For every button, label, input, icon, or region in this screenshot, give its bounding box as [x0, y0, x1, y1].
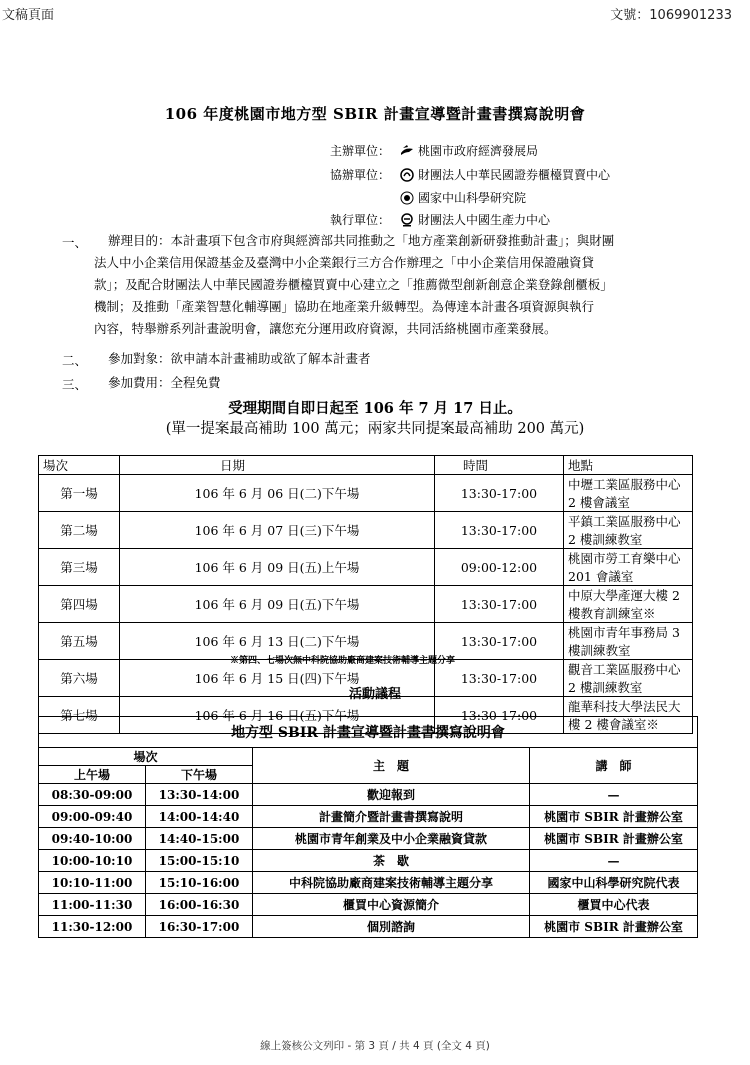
am-time-cell: 08:30-09:00: [39, 784, 146, 806]
pm-time-cell: 15:00-15:10: [146, 850, 253, 872]
venue-cell: 觀音工業區服務中心 2 樓訓練教室: [564, 660, 693, 697]
section-number: 一、: [62, 235, 88, 250]
speaker-cell: 國家中山科學研究院代表: [530, 872, 698, 894]
agenda-col-session: 場次: [39, 748, 253, 766]
date-cell: 106 年 6 月 16 日(五)下午場: [120, 697, 435, 734]
table-row: [39, 894, 698, 916]
speaker-cell: 桃園市 SBIR 計畫辦公室: [530, 916, 698, 938]
header-date: 日期: [120, 456, 435, 475]
speaker-cell: 櫃買中心代表: [530, 894, 698, 916]
time-cell: 13:30-17:00: [435, 512, 564, 549]
pm-time-cell: 13:30-14:00: [146, 784, 253, 806]
date-cell: 106 年 6 月 07 日(三)下午場: [120, 512, 435, 549]
time-cell: 13:30-17:00: [435, 697, 564, 734]
agenda-heading: 活動議程: [348, 687, 401, 702]
venue-cell: 桃園市青年事務局 3 樓訓練教室: [564, 623, 693, 660]
agenda-col-topic: 主 題: [253, 748, 530, 784]
tycg-logo-icon: [400, 144, 414, 158]
pm-time-cell: 14:40-15:00: [146, 828, 253, 850]
agenda-col-pm: 下午場: [146, 766, 253, 784]
page-type-label: 文稿頁面: [2, 8, 55, 23]
venue-cell: 桃園市勞工育樂中心 201 會議室: [564, 549, 693, 586]
date-cell: 106 年 6 月 15 日(四)下午場: [120, 660, 435, 697]
table-header-row: [39, 456, 693, 475]
date-cell: 106 年 6 月 06 日(二)下午場: [120, 475, 435, 512]
am-time-cell: 10:10-11:00: [39, 872, 146, 894]
session-cell: 第七場: [39, 697, 120, 734]
organizer-label: 主辦單位：: [330, 144, 391, 158]
header-time: 時間: [435, 456, 564, 475]
table-row: [39, 872, 698, 894]
pm-time-cell: 14:00-14:40: [146, 806, 253, 828]
time-cell: 13:30-17:00: [435, 660, 564, 697]
venue-cell: 平鎮工業區服務中心 2 樓訓練教室: [564, 512, 693, 549]
topic-cell: 茶 歇: [253, 850, 530, 872]
time-cell: 13:30-17:00: [435, 475, 564, 512]
section-purpose-line: 款」；及配合財團法人中華民國證券櫃檯買賣中心建立之「推薦微型創新創意企業登錄創櫃板」: [94, 277, 613, 292]
table-row: [39, 512, 693, 549]
organizer-name: 桃園市政府經濟發展局: [418, 144, 539, 158]
table-row: [39, 549, 693, 586]
section-purpose-line: 辦理目的：本計畫項下包含市府與經濟部共同推動之「地方產業創新研發推動計畫」；與財團: [108, 233, 615, 248]
speaker-cell: 桃園市 SBIR 計畫辦公室: [530, 806, 698, 828]
section-purpose-line: 機制；及推動「產業智慧化輔導團」協助在地產業升級轉型。為傳達本計畫各項資源與執行: [94, 299, 595, 314]
section-purpose-line: 內容，特舉辦系列計畫說明會，讓您充分運用政府資源，共同活絡桃園市產業發展。: [94, 321, 557, 336]
table-row: [39, 850, 698, 872]
pm-time-cell: 15:10-16:00: [146, 872, 253, 894]
organizer-name: 國家中山科學研究院: [418, 191, 527, 205]
session-cell: 第一場: [39, 475, 120, 512]
ncsist-logo-icon: [400, 191, 414, 205]
cpc-logo-icon: [400, 213, 414, 227]
section-audience: 參加對象：欲申請本計畫補助或欲了解本計畫者: [108, 351, 371, 366]
session-cell: 第六場: [39, 660, 120, 697]
table-row: [39, 916, 698, 938]
session-cell: 第四場: [39, 586, 120, 623]
am-time-cell: 11:30-12:00: [39, 916, 146, 938]
organizer-co-1: [330, 166, 610, 183]
am-time-cell: 10:00-10:10: [39, 850, 146, 872]
speaker-cell: 桃園市 SBIR 計畫辦公室: [530, 828, 698, 850]
section-fee: 參加費用：全程免費: [108, 375, 221, 390]
venue-cell: 中原大學產運大樓 2 樓教育訓練室※: [564, 586, 693, 623]
organizer-name: 財團法人中華民國證券櫃檯買賣中心: [418, 168, 611, 182]
table-row: [39, 784, 698, 806]
table-row: [39, 475, 693, 512]
topic-cell: 中科院協助廠商建案技術輔導主題分享: [253, 872, 530, 894]
document-number: 文號：1069901233: [610, 8, 732, 23]
section-number: 二、: [62, 353, 88, 368]
venue-cell: 龍華科技大學法民大樓 2 樓會議室※: [564, 697, 693, 734]
date-cell: 106 年 6 月 09 日(五)上午場: [120, 549, 435, 586]
topic-cell: 個別諮詢: [253, 916, 530, 938]
application-period: 受理期間自即日起至 106 年 7 月 17 日止。: [228, 400, 522, 417]
header-venue: 地點: [564, 456, 693, 475]
topic-cell: 計畫簡介暨計畫書撰寫說明: [253, 806, 530, 828]
agenda-table-title: 地方型 SBIR 計畫宣導暨計畫書撰寫說明會: [39, 717, 698, 748]
header-session: 場次: [39, 456, 120, 475]
session-cell: 第三場: [39, 549, 120, 586]
time-cell: 09:00-12:00: [435, 549, 564, 586]
table-row: [39, 828, 698, 850]
section-number: 三、: [62, 377, 88, 392]
agenda-col-am: 上午場: [39, 766, 146, 784]
schedule-note: ※第四、七場次無中科院協助廠商建案技術輔導主題分享: [230, 656, 456, 666]
speaker-cell: —: [530, 784, 698, 806]
section-purpose-line: 法人中小企業信用保證基金及臺灣中小企業銀行三方合作辦理之「中小企業信用保證融資貸: [94, 255, 595, 270]
pm-time-cell: 16:00-16:30: [146, 894, 253, 916]
document-title: 106 年度桃園市地方型 SBIR 計畫宣導暨計畫書撰寫說明會: [164, 105, 586, 123]
agenda-table: [38, 716, 698, 938]
am-time-cell: 11:00-11:30: [39, 894, 146, 916]
am-time-cell: 09:00-09:40: [39, 806, 146, 828]
topic-cell: 櫃買中心資源簡介: [253, 894, 530, 916]
page-footer: 線上簽核公文列印 - 第 3 頁 / 共 4 頁 (全文 4 頁): [260, 1040, 490, 1052]
time-cell: 13:30-17:00: [435, 586, 564, 623]
session-cell: 第二場: [39, 512, 120, 549]
pm-time-cell: 16:30-17:00: [146, 916, 253, 938]
am-time-cell: 09:40-10:00: [39, 828, 146, 850]
table-row: [39, 806, 698, 828]
session-cell: 第五場: [39, 623, 120, 660]
organizer-executor: [330, 211, 550, 228]
organizer-host: [330, 142, 538, 159]
table-row: [39, 586, 693, 623]
date-cell: 106 年 6 月 09 日(五)下午場: [120, 586, 435, 623]
agenda-col-speaker: 講 師: [530, 748, 698, 784]
organizer-name: 財團法人中國生產力中心: [418, 213, 551, 227]
time-cell: 13:30-17:00: [435, 623, 564, 660]
organizer-label: 協辦單位：: [330, 168, 391, 182]
tpex-logo-icon: [400, 168, 414, 182]
venue-cell: 中壢工業區服務中心 2 樓會議室: [564, 475, 693, 512]
organizer-label: 執行單位：: [330, 213, 391, 227]
organizer-co-2: [330, 189, 526, 206]
speaker-cell: —: [530, 850, 698, 872]
topic-cell: 桃園市青年創業及中小企業融資貸款: [253, 828, 530, 850]
subsidy-info: (單一提案最高補助 100 萬元；兩家共同提案最高補助 200 萬元): [165, 421, 585, 437]
date-cell: 106 年 6 月 13 日(二)下午場: [120, 623, 435, 660]
topic-cell: 歡迎報到: [253, 784, 530, 806]
